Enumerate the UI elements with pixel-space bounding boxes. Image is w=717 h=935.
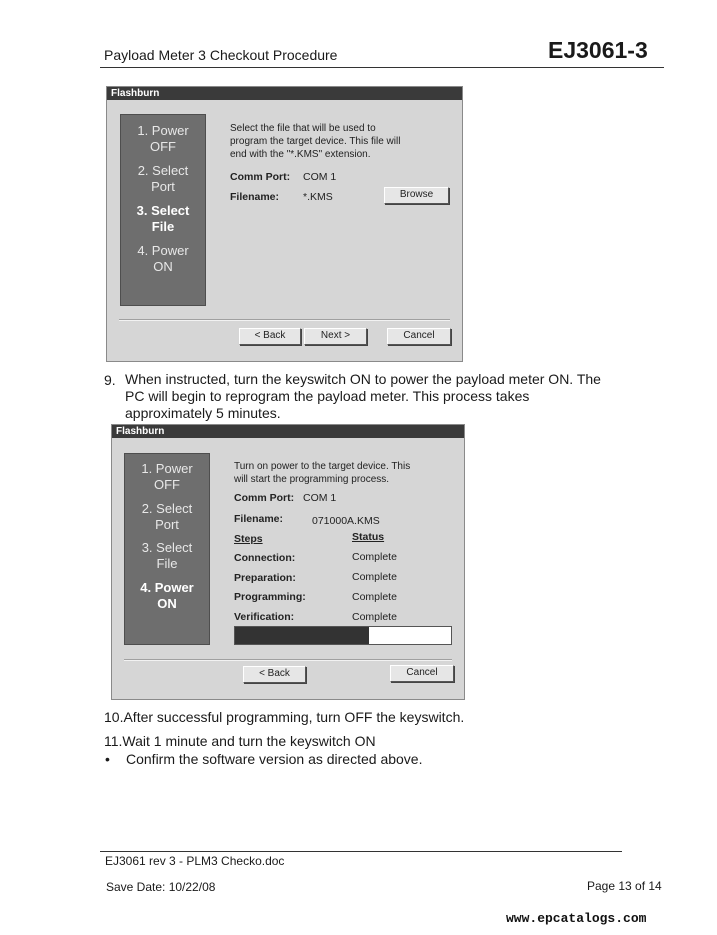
progress-fill <box>235 627 369 644</box>
step-10-text: 10.After successful programming, turn OFF the keyswitch. <box>104 709 465 725</box>
dialog-instructions: Turn on power to the target device. This will start the programming process. <box>234 461 411 485</box>
dialog-title-bar: Flashburn <box>107 87 462 100</box>
footer-save-date: Save Date: 10/22/08 <box>106 880 216 894</box>
comm-port-label: Comm Port: <box>230 171 291 183</box>
programming-progress-bar <box>234 626 452 645</box>
flashburn-dialog-power-on <box>111 424 465 700</box>
status-column-header: Status <box>352 531 385 543</box>
footer-page-number: Page 13 of 14 <box>587 879 662 893</box>
bullet-text: Confirm the software version as directed above. <box>126 751 423 767</box>
wizard-step-power-off: 1. Power OFF <box>137 123 189 154</box>
status-row-status: Complete <box>352 571 397 583</box>
dialog-separator <box>124 659 452 661</box>
footer-rule <box>100 851 622 852</box>
status-row-step: Preparation: <box>234 572 296 584</box>
status-row-status: Complete <box>352 551 397 563</box>
back-button[interactable]: < Back <box>243 666 306 683</box>
status-row-step: Connection: <box>234 552 296 564</box>
back-button[interactable]: < Back <box>239 328 301 345</box>
footer-doc-name: EJ3061 rev 3 - PLM3 Checko.doc <box>105 854 285 868</box>
wizard-step-select-port: 2. Select Port <box>137 163 189 194</box>
wizard-steps-panel <box>124 453 210 645</box>
step-9-text: When instructed, turn the keyswitch ON to power the payload meter ON. The PC will begin to reprogram the payload meter. This process takes approximately 5 minutes. <box>125 371 601 421</box>
wizard-step-select-file: 3. Select File <box>136 203 190 234</box>
filename-label: Filename: <box>234 513 284 525</box>
comm-port-value: COM 1 <box>303 171 337 183</box>
wizard-step-select-port: 2. Select Port <box>141 501 193 532</box>
bullet-marker: • <box>105 751 110 767</box>
comm-port-value: COM 1 <box>303 492 337 504</box>
status-row-status: Complete <box>352 611 397 623</box>
dialog-instructions: Select the file that will be used to program the target device. This file will end with the "*.KMS" extension. <box>230 123 401 160</box>
comm-port-label: Comm Port: <box>234 492 295 504</box>
filename-value: 071000A.KMS <box>312 515 380 527</box>
flashburn-dialog-select-file <box>106 86 463 362</box>
wizard-steps-panel <box>120 114 206 306</box>
filename-value: *.KMS <box>303 191 333 203</box>
status-row-status: Complete <box>352 591 397 603</box>
document-code: EJ3061-3 <box>548 37 648 63</box>
dialog-title-bar: Flashburn <box>112 425 464 438</box>
step-11-text: 11.Wait 1 minute and turn the keyswitch ON <box>104 733 376 749</box>
cancel-button[interactable]: Cancel <box>387 328 451 345</box>
filename-label: Filename: <box>230 191 280 203</box>
cancel-button[interactable]: Cancel <box>390 665 454 682</box>
dialog-separator <box>119 319 450 321</box>
step-9-number: 9. <box>104 372 116 388</box>
header-rule <box>100 67 664 68</box>
wizard-step-power-on: 4. Power ON <box>137 243 189 274</box>
document-title: Payload Meter 3 Checkout Procedure <box>104 47 338 63</box>
wizard-step-power-off: 1. Power OFF <box>141 461 193 492</box>
wizard-step-select-file: 3. Select File <box>141 540 193 571</box>
steps-column-header: Steps <box>234 533 263 545</box>
browse-button[interactable]: Browse <box>384 187 449 204</box>
wizard-step-power-on: 4. Power ON <box>140 580 194 611</box>
status-row-step: Verification: <box>234 611 295 623</box>
next-button[interactable]: Next > <box>304 328 367 345</box>
watermark-url: www.epcatalogs.com <box>506 911 647 926</box>
status-row-step: Programming: <box>234 591 306 603</box>
